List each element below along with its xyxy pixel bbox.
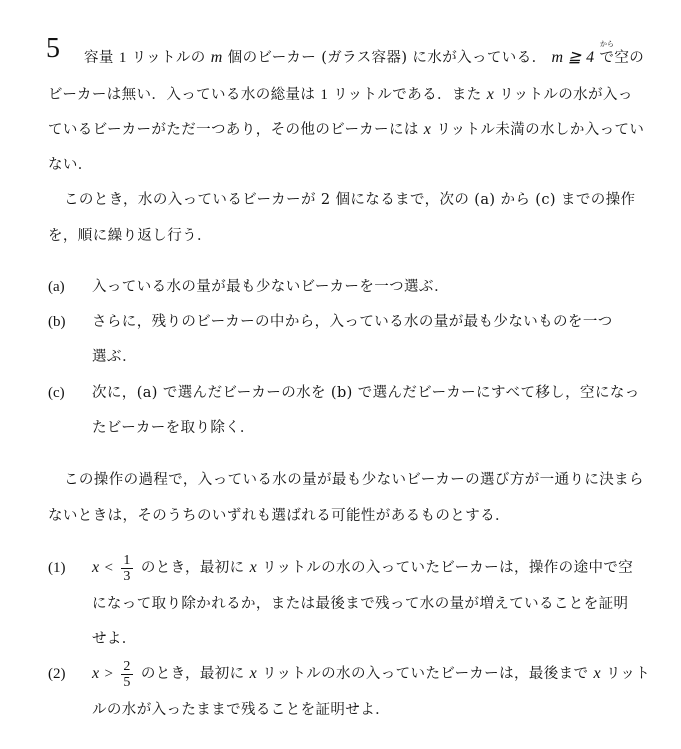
paragraph1-line4: ない． — [48, 157, 93, 173]
operation-c-label: (c) — [48, 385, 65, 401]
q2-l1-c: リット — [606, 666, 651, 682]
paragraph1-line2 — [48, 85, 633, 105]
ruby-kara: から — [600, 40, 614, 48]
var-x: x — [423, 121, 432, 138]
operation-c-line2: たビーカーを取り除く． — [92, 420, 255, 436]
p1-l1-a: 容量 — [84, 50, 114, 66]
operation-b-label: (b) — [48, 314, 66, 330]
operation-b-line2: 選ぶ． — [92, 349, 137, 365]
p1-l2-a: ビーカーは無い．入っている水の総量は — [48, 87, 316, 103]
operation-a-label: (a) — [48, 279, 65, 295]
p1-l2-d: リットルの水が入っ — [499, 87, 633, 103]
q1-frac-den: 3 — [123, 568, 131, 584]
question-1-label: (1) — [48, 560, 66, 576]
p1-l3-a: ているビーカーがただ一つあり，その他のビーカーには — [48, 122, 419, 138]
question-1-line2: になって取り除かれるか，または最後まで残って水の量が増えていることを証明 — [92, 596, 629, 612]
var-x: x — [486, 86, 495, 103]
paragraph1-line3 — [48, 120, 644, 140]
paragraph1-line1 — [84, 48, 644, 68]
paragraph2-line2: を，順に繰り返し行う． — [48, 228, 212, 244]
q1-cond-op: < — [104, 560, 114, 576]
q2-cond-var: x — [92, 665, 100, 682]
operation-b-line1: さらに，残りのビーカーの中から，入っている水の量が最も少ないものを一つ — [92, 314, 613, 330]
p1-l2-c: リットルである．また — [333, 87, 482, 103]
q2-cond-op: > — [104, 666, 114, 682]
question-2-label: (2) — [48, 666, 66, 682]
q2-l1-a: のとき，最初に — [140, 666, 245, 682]
q1-frac-num: 1 — [123, 552, 131, 568]
question-2-line2: ルの水が入ったままで残ることを証明せよ． — [92, 702, 390, 718]
paragraph3-line1: この操作の過程で，入っている水の量が最も少ないビーカーの選び方が一通りに決まら — [64, 472, 644, 488]
question-2-line1 — [92, 655, 650, 693]
q2-frac-num: 2 — [123, 658, 131, 674]
q1-cond-var: x — [92, 559, 100, 576]
operation-a-line1: 入っている水の量が最も少ないビーカーを一つ選ぶ． — [92, 279, 450, 295]
q1-var-x: x — [249, 559, 258, 576]
p1-l1-e: で空の — [599, 50, 645, 66]
question-1-line1 — [92, 549, 633, 587]
p1-l2-b: 1 — [320, 87, 329, 103]
q1-l1-a: のとき，最初に — [140, 560, 245, 576]
q1-fraction — [121, 553, 132, 584]
q2-fraction — [121, 659, 132, 690]
q1-l1-b: リットルの水の入っていたビーカーは，操作の途中で空 — [262, 560, 634, 576]
paragraph2-line1: このとき，水の入っているビーカーが 2 個になるまで，次の (a) から (c) までの操作 — [64, 192, 636, 208]
q2-var-x: x — [249, 665, 258, 682]
p1-l1-c: リットルの — [131, 50, 206, 66]
p1-l1-b: 1 — [118, 50, 127, 66]
q2-frac-den: 5 — [123, 674, 131, 690]
problem-number: 5 — [46, 33, 60, 64]
paragraph3-line2: ないときは，そのうちのいずれも選ばれる可能性があるものとする． — [48, 508, 510, 524]
cond-m: m ≧ 4 — [551, 49, 595, 66]
p1-l1-d: 個のビーカー (ガラス容器) に水が入っている． — [227, 50, 547, 66]
question-1-line3: せよ． — [92, 631, 137, 647]
q2-var-x2: x — [593, 665, 602, 682]
p1-l3-b: リットル未満の水しか入ってい — [436, 122, 645, 138]
var-m: m — [210, 49, 223, 66]
operation-c-line1: 次に，(a) で選んだビーカーの水を (b) で選んだビーカーにすべて移し，空になっ — [92, 385, 640, 401]
q2-l1-b: リットルの水の入っていたビーカーは，最後まで — [262, 666, 589, 682]
